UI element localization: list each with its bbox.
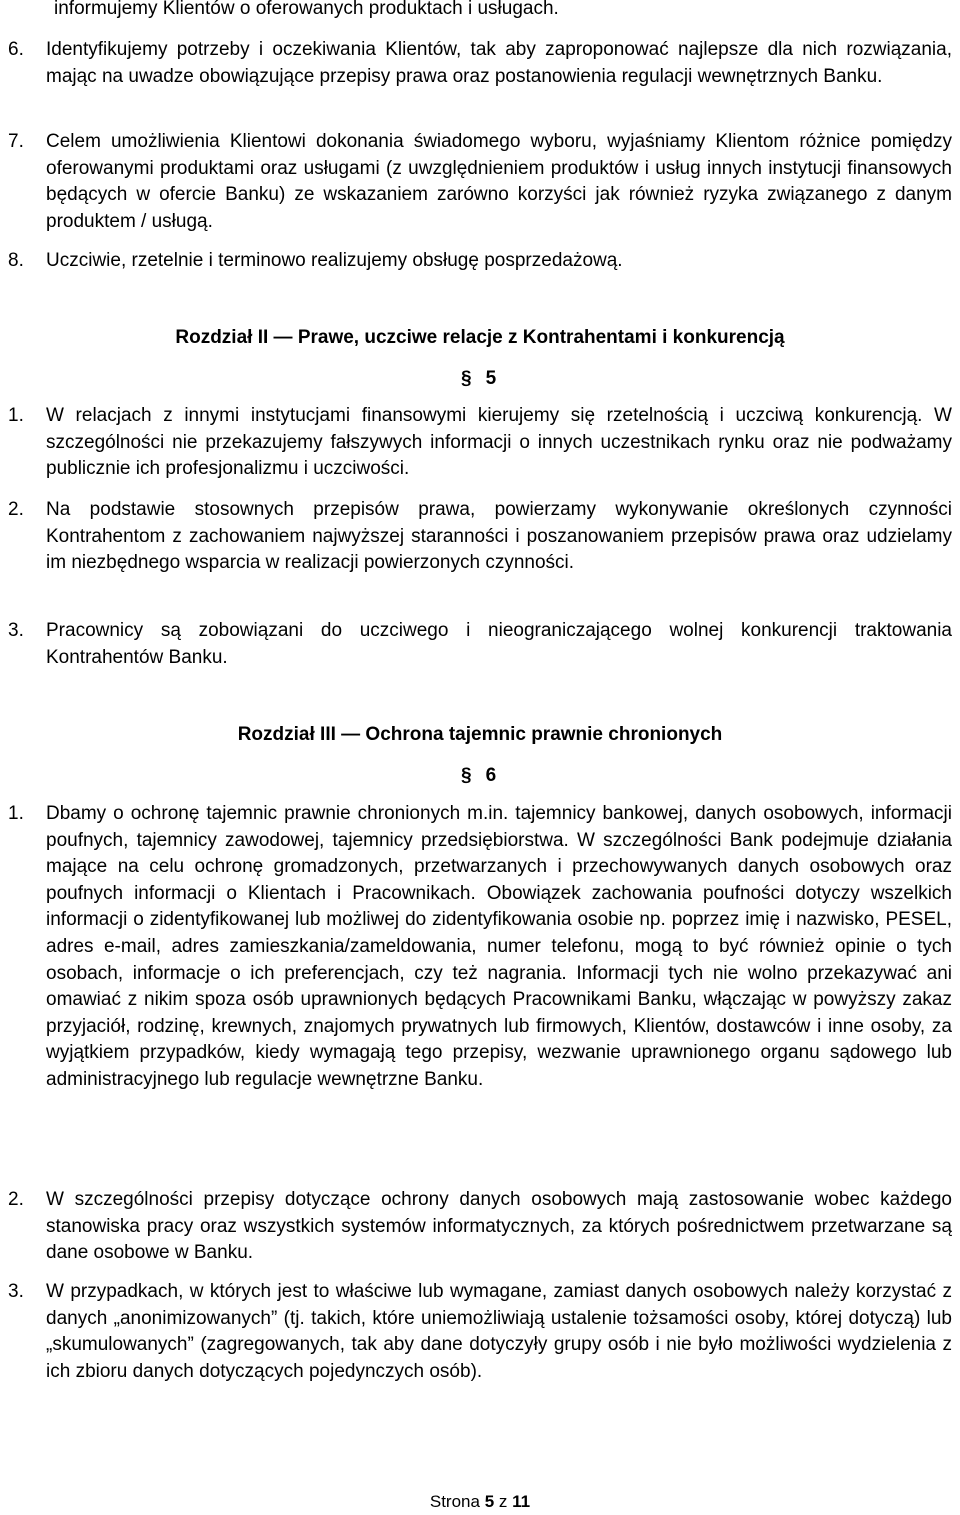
item-number: 1. bbox=[8, 405, 24, 426]
page-footer bbox=[0, 1492, 960, 1512]
item-number: 6. bbox=[8, 39, 24, 60]
item-text: Celem umożliwienia Klientowi dokonania świadomego wyboru, wyjaśniamy Klientom różnice pomiędzy oferowanymi produktami oraz usługami (z uwzględnieniem produktów i usług innych instytucji finansowych będących w ofercie Banku) ze wskazaniem zarówno korzyści jak również ryzyka związanego z danym produktem / usługą. bbox=[46, 131, 952, 232]
section-number bbox=[461, 763, 496, 790]
item-number: 7. bbox=[8, 131, 24, 152]
footer-total-pages: 11 bbox=[512, 1492, 531, 1511]
list-item bbox=[8, 801, 952, 1094]
item-text: W przypadkach, w których jest to właściwe lub wymagane, zamiast danych osobowych należy korzystać z danych „anonimizowanych” (tj. takich, które uniemożliwiają ustalenie tożsamości osoby, której dotyczą) lub „skumulowanych” (zagregowanych, tak aby dane dotyczyły grupy osób i nie było możliwości wydzielenia z ich zbioru danych dotyczących pojedynczych osób). bbox=[46, 1281, 952, 1382]
list-item bbox=[8, 1187, 952, 1267]
section-number-value: 5 bbox=[485, 368, 497, 389]
chapter-heading: Rozdział II — Prawe, uczciwe relacje z Kontrahentami i konkurencją bbox=[175, 327, 785, 348]
item-text: Identyfikujemy potrzeby i oczekiwania Klientów, tak aby zaproponować najlepsze dla nich rozwiązania, mając na uwadze obowiązujące przepisy prawa oraz postanowienia regulacji wewnętrznych Banku. bbox=[46, 39, 952, 87]
item-text: Pracownicy są zobowiązani do uczciwego i nieograniczającego wolnej konkurencji traktowania Kontrahentów Banku. bbox=[46, 620, 952, 668]
section-sign-icon: § bbox=[461, 368, 472, 389]
item-text: W relacjach z innymi instytucjami finansowymi kierujemy się rzetelnością i uczciwą konkurencją. W szczególności nie przekazujemy fałszywych informacji o innych uczestnikach rynku oraz nie podważamy publicznie ich profesjonalizmu i uczciwości. bbox=[46, 405, 952, 480]
section-sign-icon: § bbox=[461, 765, 472, 786]
item-number: 8. bbox=[8, 250, 24, 271]
list-item bbox=[8, 37, 952, 90]
item-text: Uczciwie, rzetelnie i terminowo realizujemy obsługę posprzedażową. bbox=[46, 250, 623, 271]
item-number: 1. bbox=[8, 803, 24, 824]
list-item bbox=[8, 248, 952, 275]
list-item bbox=[8, 618, 952, 671]
item-text: Na podstawie stosownych przepisów prawa, powierzamy wykonywanie określonych czynności Kontrahentom z zachowaniem najwyższej staranności i poszanowaniem przepisów prawa oraz udzielamy im niezbędnego wsparcia w realizacji powierzonych czynności. bbox=[46, 499, 952, 574]
item-number: 3. bbox=[8, 1281, 24, 1302]
item-number: 2. bbox=[8, 1189, 24, 1210]
item-number: 2. bbox=[8, 499, 24, 520]
item-text: W szczególności przepisy dotyczące ochrony danych osobowych mają zastosowanie wobec każdego stanowiska pracy oraz wszystkich systemów informatycznych, za których pośrednictwem przetwarzane są dane osobowe w Banku. bbox=[46, 1189, 952, 1264]
section-number-value: 6 bbox=[485, 765, 497, 786]
list-item bbox=[8, 497, 952, 577]
footer-separator: z bbox=[498, 1492, 508, 1511]
list-item bbox=[8, 129, 952, 235]
footer-label: Strona bbox=[429, 1492, 480, 1511]
item-text: Dbamy o ochronę tajemnic prawnie chronionych m.in. tajemnicy bankowej, danych osobowych, informacji poufnych, tajemnicy zawodowej, tajemnicy przedsiębiorstwa. W szczególności Bank podejmuje działania mające na celu ochronę gromadzonych, przetwarzanych i przechowywanych danych osobowych oraz poufnych informacji o Klientach i Pracownikach. Obowiązek zachowania poufności dotyczy wszelkich informacji o zidentyfikowanej lub możliwej do zidentyfikowania osobie np. poprzez imię i nazwisko, PESEL, adres e-mail, adres zamieszkania/zameldowania, numer telefonu, mogą to być również opinie o tych osobach, informacje o ich preferencjach, czy też nagrania. Informacji tych nie wolno przekazywać ani omawiać z nikim spoza osób uprawnionych będących Pracownikami Banku, włączając w powyższy zakaz przyjaciół, rodzinę, krewnych, znajomych prywatnych lub firmowych, Klientów, dostawców i inne osoby, za wyjątkiem przypadków, kiedy wymagają tego przepisy, wezwanie uprawnionego organu sądowego lub administracyjnego lub regulacje wewnętrzne Banku. bbox=[46, 803, 952, 1090]
list-item bbox=[8, 403, 952, 483]
chapter-heading: Rozdział III — Ochrona tajemnic prawnie chronionych bbox=[237, 724, 723, 745]
item-number: 3. bbox=[8, 620, 24, 641]
carryover-line: informujemy Klientów o oferowanych produktach i usługach. bbox=[54, 0, 559, 19]
list-item bbox=[8, 1279, 952, 1385]
footer-current-page: 5 bbox=[484, 1492, 495, 1511]
section-number bbox=[461, 366, 496, 393]
